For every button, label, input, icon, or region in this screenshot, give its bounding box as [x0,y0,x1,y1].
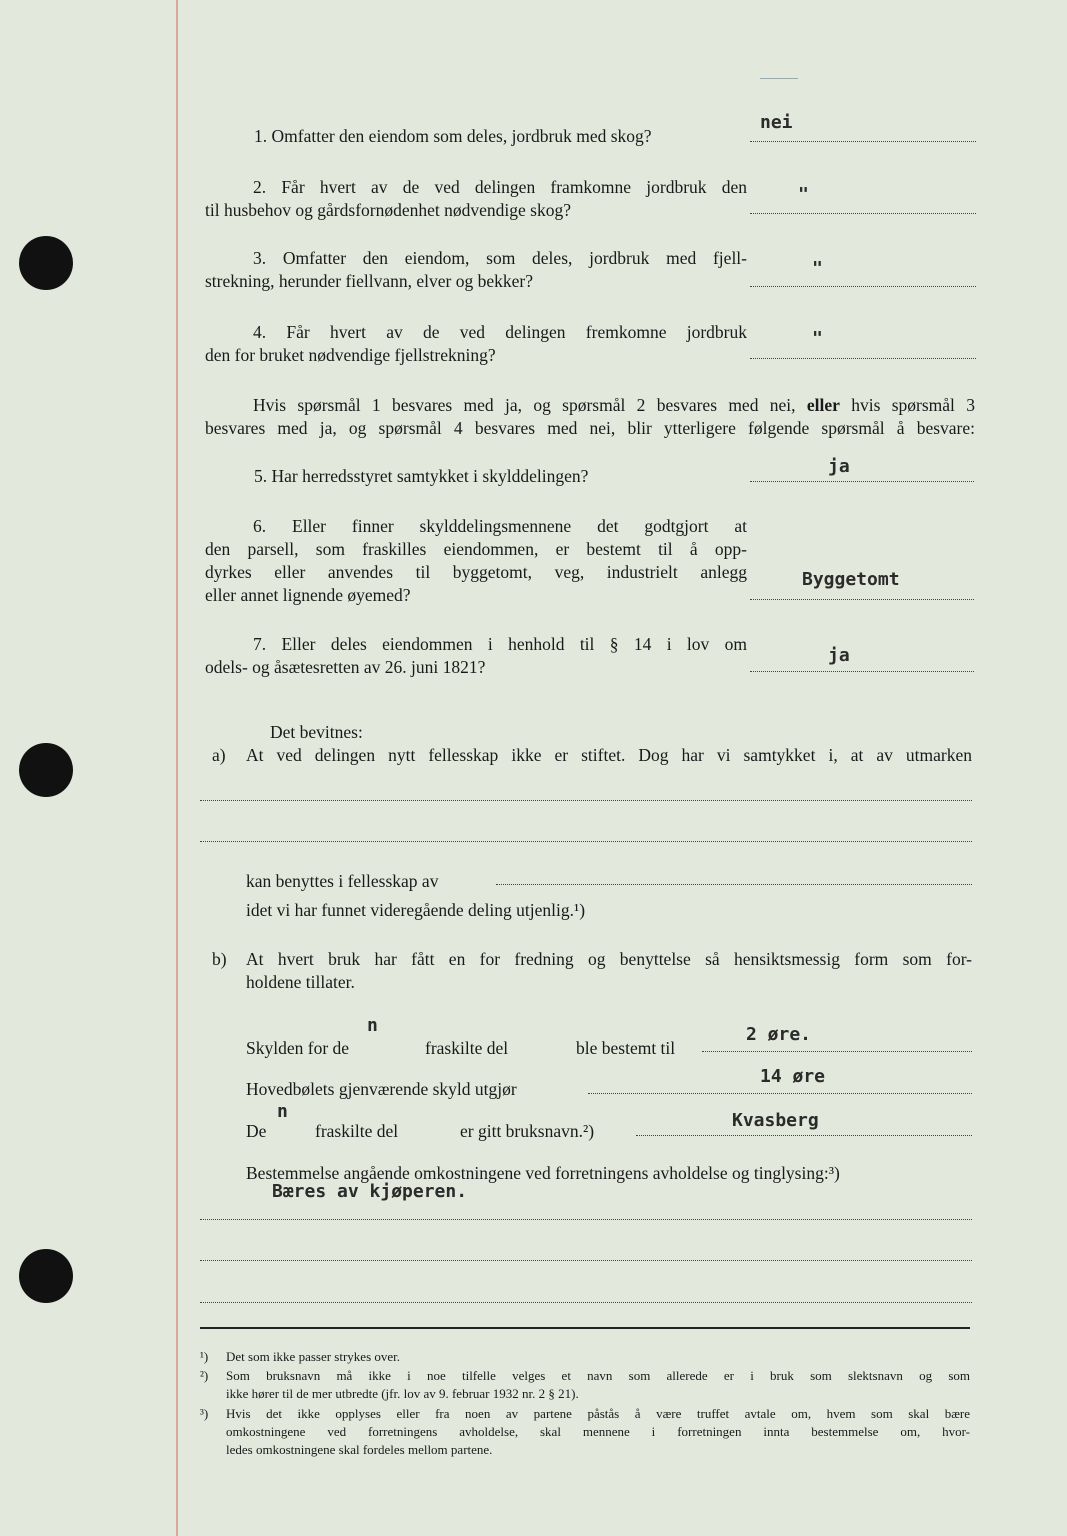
attestation-heading: Det bevitnes: [270,722,363,742]
name-label: De [246,1121,267,1141]
remaining-label: Hovedbølets gjenværende skyld utgjør [246,1079,517,1099]
question-6-line-2: den parsell, som fraskilles eiendommen, er bestemt til å opp- [205,539,747,559]
punch-hole [19,236,73,290]
answer-line-5 [750,481,974,482]
punch-hole [19,1249,73,1303]
question-3-line-2: strekning, herunder fiellvann, elver og bekker? [205,271,533,291]
item-b-line-1: At hvert bruk har fått en for fredning og benyttelse så hensiktsmessig form som for- [246,949,972,969]
question-2-line-2: til husbehov og gårdsfornødenhet nødvendige skog? [205,200,571,220]
margin-rule [176,0,178,1536]
question-2-line-1: 2. Får hvert av de ved delingen framkomne jordbruk den [253,177,747,197]
footnote-2-mark: ²) [200,1368,209,1383]
question-6-line-4: eller annet lignende øyemed? [205,585,411,605]
question-1: 1. Omfatter den eiendom som deles, jordbruk med skog? [254,126,652,146]
answer-2: " [798,184,809,205]
name-middle: fraskilte del [315,1121,399,1141]
answer-line-6 [750,599,974,600]
footnote-3-line-1: Hvis det ikke opplyses eller fra noen av partene påstås å være truffet avtale om, hvem som skal bære [226,1406,970,1421]
name-value: Kvasberg [732,1110,819,1131]
footnote-3-line-2: omkostningene ved forretningens avholdelse, skal mennene i forretningen innta bestemmelse om, hvor- [226,1424,970,1439]
answer-1: nei [760,112,793,133]
question-6-line-1: 6. Eller finner skylddelingsmennene det godtgjort at [253,516,747,536]
skyld-value: 2 øre. [746,1024,812,1045]
item-b-label: b) [212,949,227,969]
costs-line [200,1219,972,1220]
footnote-3-line-3: ledes omkostningene skal fordeles mellom partene. [226,1442,493,1457]
condition-text-start: Hvis spørsmål 1 besvares med ja, og spørsmål 2 besvares med nei, [253,395,796,415]
remaining-line [588,1093,972,1094]
blank-line [200,800,972,801]
answer-6: Byggetomt [802,569,900,590]
answer-5: ja [828,456,850,477]
answer-line-7 [750,671,974,672]
further-division-text: idet vi har funnet videregående deling utjenlig.¹) [246,900,586,920]
question-6-line-3: dyrkes eller anvendes til byggetomt, veg, industrielt anlegg [205,562,747,582]
question-7-line-2: odels- og åsætesretten av 26. juni 1821? [205,657,486,677]
question-4-line-1: 4. Får hvert av de ved delingen fremkomne jordbruk [253,322,747,342]
footnote-1: Det som ikke passer strykes over. [226,1349,401,1364]
question-3-line-1: 3. Omfatter den eiendom, som deles, jordbruk med fjell- [253,248,747,268]
answer-line-4 [750,358,976,359]
name-end: er gitt bruksnavn.²) [460,1121,595,1141]
condition-text-end: hvis spørsmål 3 [851,395,975,415]
condition-line-1 [205,393,975,417]
punch-hole [19,743,73,797]
answer-4: " [812,328,823,349]
question-7-line-1: 7. Eller deles eiendommen i henhold til § 14 i lov om [253,634,747,654]
item-b-line-2: holdene tillater. [246,972,355,992]
answer-line-2 [750,213,976,214]
answer-7: ja [828,645,850,666]
answer-3: " [812,258,823,279]
footnote-2-line-1: Som bruksnavn må ikke i noe tilfelle velges et navn som allerede er i bruk som slektsnavn og som [226,1368,970,1383]
blank-line [200,841,972,842]
answer-line-1 [750,141,976,142]
common-use-line [496,884,972,885]
condition-emphasis: eller [806,395,840,415]
common-use-label: kan benyttes i fellesskap av [246,871,439,891]
name-superscript: n [277,1101,288,1122]
costs-value: Bæres av kjøperen. [272,1181,468,1202]
pencil-mark [760,78,798,79]
name-line [636,1135,972,1136]
skyld-end: ble bestemt til [576,1038,676,1058]
skyld-middle: fraskilte del [425,1038,509,1058]
condition-line-2: besvares med ja, og spørsmål 4 besvares med nei, blir ytterligere følgende spørsmål å besvare: [205,418,975,438]
skyld-label: Skylden for de [246,1038,350,1058]
answer-line-3 [750,286,976,287]
footnote-3-mark: ³) [200,1406,209,1421]
question-4-line-2: den for bruket nødvendige fjellstrekning? [205,345,496,365]
costs-line [200,1302,972,1303]
footnote-1-mark: ¹) [200,1349,209,1364]
costs-label: Bestemmelse angående omkostningene ved forretningens avholdelse og tinglysing:³) [246,1163,840,1183]
item-a-text: At ved delingen nytt fellesskap ikke er stiftet. Dog har vi samtykket i, at av utmarken [246,745,972,765]
question-5: 5. Har herredsstyret samtykket i skylddelingen? [254,466,589,486]
remaining-value: 14 øre [760,1066,826,1087]
footnote-rule [200,1327,970,1329]
skyld-superscript: n [367,1015,378,1036]
costs-line [200,1260,972,1261]
skyld-line [702,1051,972,1052]
footnote-2-line-2: ikke hører til de mer utbredte (jfr. lov av 9. februar 1932 nr. 2 § 21). [226,1386,579,1401]
item-a-label: a) [212,745,226,765]
